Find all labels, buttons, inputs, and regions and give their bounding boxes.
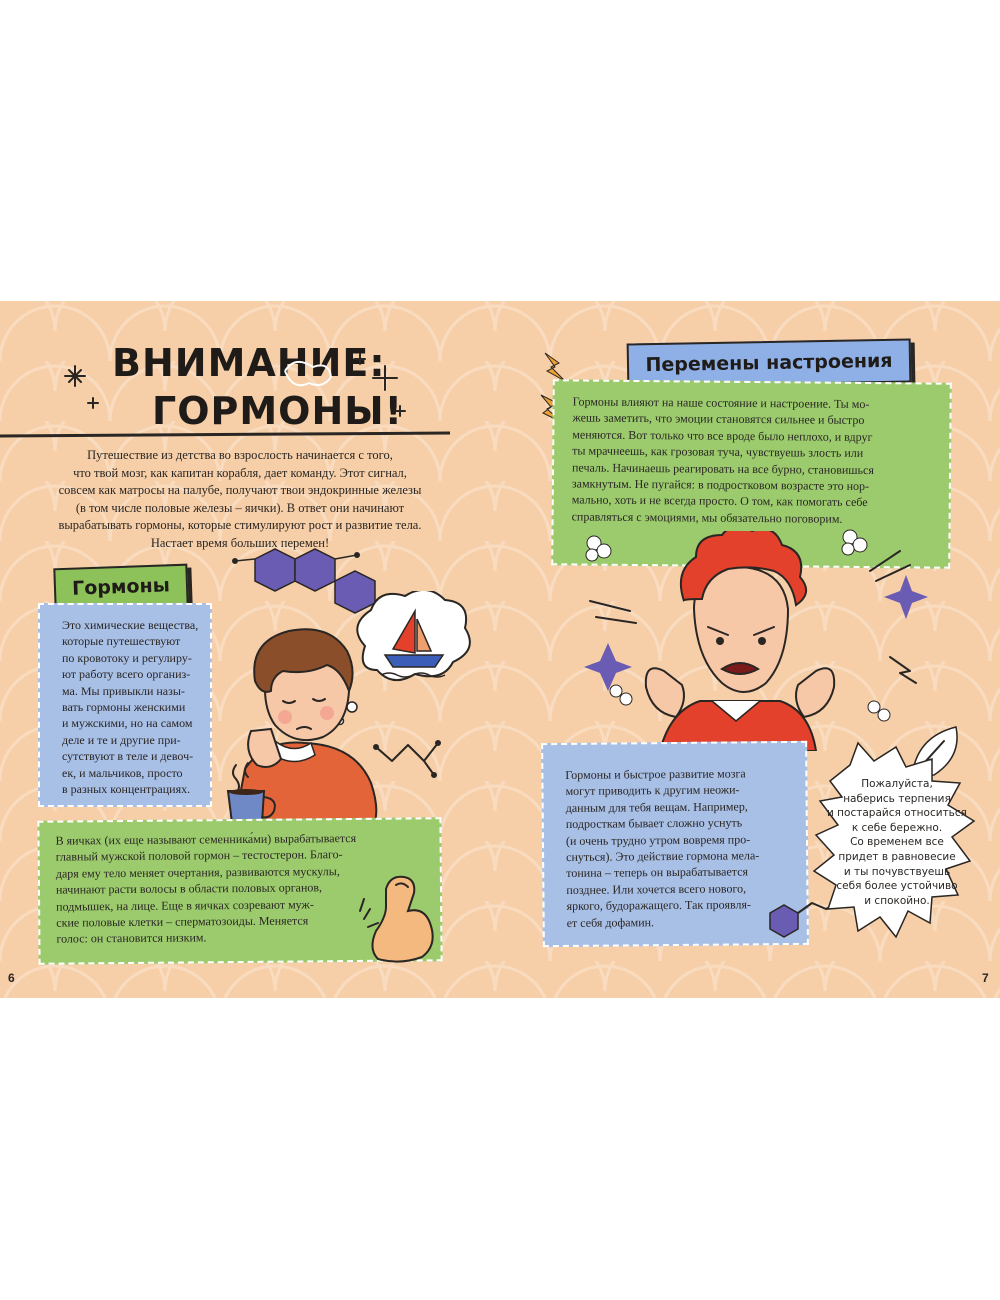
brain-line: снуться). Это действие гормона мела-: [566, 848, 760, 864]
brain-line: тонина – теперь он вырабатывается: [566, 864, 749, 881]
speech-line: придет в равновесие: [838, 850, 956, 863]
flower-doodle-icon: [836, 523, 876, 563]
mood-changes-heading-tag: Перемены настроения: [627, 339, 912, 388]
speech-line: себя более устойчиво: [836, 880, 958, 893]
mood-line: жешь заметить, что эмоции становятся сильнее и быстро: [572, 410, 865, 428]
testes-line: голос: он становится низким.: [56, 930, 207, 947]
mood-line: печаль. Начинаешь реагировать на все бурно, становишься: [571, 460, 874, 477]
hormones-line: и мужскими, но на самом: [62, 716, 193, 731]
intro-line: (в том числе половые железы – яички). В ответ они начинают: [75, 500, 405, 515]
page-number-right: 7: [982, 971, 989, 985]
brain-line: Гормоны и быстрое развитие мозга: [565, 766, 746, 782]
brain-line: могут приводить к другим неожи-: [565, 782, 740, 799]
intro-line: что твой мозг, как капитан корабля, дает команду. Этот сигнал,: [73, 465, 407, 480]
hormones-line: деле и те и другие при-: [62, 732, 181, 747]
mood-line: замкнутым. Не пугайся: в подростковом возрасте это нор-: [571, 476, 870, 494]
brain-line: (и очень трудно утром вовремя про-: [565, 831, 751, 848]
book-spread: [0, 301, 1000, 998]
hormones-line: сутствуют в теле и девоч-: [62, 749, 194, 764]
hormones-line: в разных концентрациях.: [62, 782, 191, 797]
mood-line: Гормоны влияют на наше состояние и настроение. Ты мо-: [572, 394, 870, 412]
mood-line: меняются. Вот только что все вроде было неплохо, и вдруг: [572, 427, 873, 444]
brain-line: яркого, будоражащего. Так проявля-: [566, 897, 751, 914]
speech-line: Со временем все: [850, 836, 944, 849]
flower-doodle-icon: [580, 529, 620, 569]
speech-line: и спокойно.: [864, 894, 930, 907]
page-number-left: 6: [8, 971, 15, 985]
brain-line: ет себя дофамин.: [566, 914, 655, 930]
testes-line: главный мужской половой гормон – тестостерон. Благо-: [55, 847, 343, 865]
hormones-line: по кровотоку и регулиру-: [62, 650, 192, 665]
mood-line: ты мрачнеешь, как грозовая туча, чувствуешь злость или: [572, 443, 864, 461]
brain-line: позднее. Или хочется всего нового,: [566, 881, 747, 897]
hormones-line: ма. Мы привыкли назы-: [62, 683, 185, 698]
flower-doodle-icon: [604, 679, 640, 715]
page-title-line2: ГОРМОНЫ!: [152, 389, 403, 433]
intro-line: Путешествие из детства во взрослость начинается с того,: [87, 448, 393, 462]
mood-line: справляться с эмоциями, мы обязательно поговорим.: [571, 509, 843, 526]
hormones-heading-tag: Гормоны: [53, 564, 188, 611]
testes-line: подмышек, на лице. Еще в яичках созревают муж-: [56, 896, 314, 914]
title-underline: [0, 429, 450, 441]
hormones-line: ют работу всего организ-: [62, 667, 191, 682]
speech-line: и ты почувствуешь: [843, 865, 951, 878]
hormones-line: вать гормоны женскими: [62, 700, 186, 715]
hormones-line: ек, и мальчиков, просто: [62, 765, 183, 780]
molecule-chain-icon: [370, 733, 450, 783]
flower-doodle-icon: [862, 695, 898, 731]
testes-line: ские половые клетки – сперматозоиды. Меняется: [56, 913, 309, 930]
hormones-line: которые путешествуют: [62, 634, 181, 649]
speech-line: наберись терпения: [843, 792, 951, 805]
brain-line: данным для тебя вещам. Например,: [565, 799, 748, 815]
speech-line: и постарайся относиться: [827, 807, 967, 820]
intro-line: совсем как матросы на палубе, получают твои эндокринные железы: [58, 483, 422, 497]
brain-line: подросткам бывает сложно уснуть: [565, 815, 743, 832]
mood-line: мально, хоть и не всегда просто. О том, как помогать себе: [571, 492, 868, 510]
anger-sparks-decoration: [570, 531, 940, 691]
testes-line: даря ему тело меняет очертания, развиваются мускулы,: [55, 863, 340, 881]
testes-line: начинают расти волосы в области половых органов,: [55, 880, 323, 897]
hormones-line: Это химические вещества,: [62, 618, 199, 632]
intro-line: Настает время больших перемен!: [150, 535, 330, 550]
speech-line: Пожалуйста,: [861, 778, 933, 790]
speech-line: к себе бережно.: [851, 821, 943, 834]
hormones-info-panel: [38, 603, 212, 807]
intro-paragraph: [40, 447, 440, 552]
flexed-arm-muscle-icon: [356, 869, 436, 964]
page-title-line1: ВНИМАНИЕ:: [112, 341, 386, 385]
advice-speech-text: [822, 777, 972, 908]
testes-line: В яичках (их еще называют семенника́ми) вырабатывается: [55, 830, 357, 848]
intro-line: вырабатывать гормоны, которые стимулируют рост и развитие тела.: [58, 518, 422, 532]
